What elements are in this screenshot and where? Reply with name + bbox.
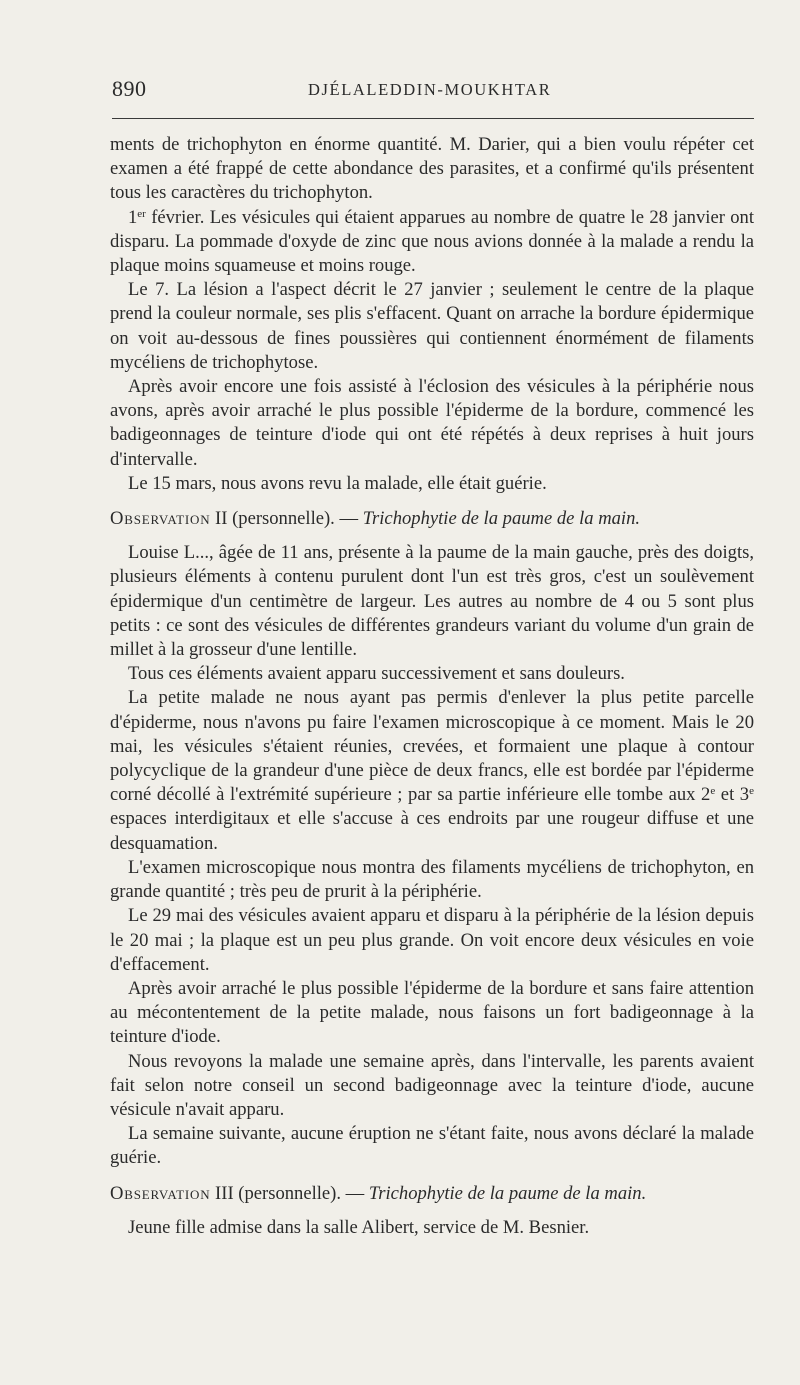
running-head: DJÉLALEDDIN-MOUKHTAR (308, 80, 552, 99)
paragraph: Tous ces éléments avaient apparu successivement et sans douleurs. (128, 663, 625, 685)
paragraph: Jeune fille admise dans la salle Alibert, service de M. Besnier. (128, 1216, 590, 1238)
observation-number: III (personnelle). — (210, 1182, 369, 1204)
superscript: e (749, 785, 754, 798)
paragraph-text: La petite malade ne nous ayant pas permis d'enlever la plus petite parcelle d'épiderme, nous n'avons pu faire l'examen microscopique à ce moment. Mais le 20 mai, les vésicules s'étaient réunies, crevées, et formaient une plaque à contour polycyclique de la grandeur d'une pièce de deux francs, elle est bordée par l'épiderme corné décollé à l'extrémité supérieure ; par sa partie inférieure elle tombe aux 2 (110, 687, 754, 806)
paragraph: Après avoir arraché le plus possible l'épiderme de la bordure et sans faire attention au mécontentement de la petite malade, nous faisons un fort badigeonnage à la teinture d'iode. (110, 977, 754, 1048)
paragraph: L'examen microscopique nous montra des filaments mycéliens de trichophyton, en grande quantité ; très peu de prurit à la périphérie. (110, 856, 754, 903)
paragraph: Nous revoyons la malade une semaine après, dans l'intervalle, les parents avaient fait selon notre conseil un second badigeonnage avec la teinture d'iode, aucune vésicule n'avait apparu. (110, 1050, 754, 1120)
paragraph: Le 15 mars, nous avons revu la malade, elle était guérie. (128, 472, 547, 494)
paragraph: Le 29 mai des vésicules avaient apparu et disparu à la périphérie de la lésion depuis le 20 mai ; la plaque est un peu plus grande. On voit encore deux vésicules en voie d'effacement. (110, 905, 754, 975)
paragraph-text: et 3 (715, 784, 750, 806)
paragraph (110, 206, 754, 279)
paragraph (110, 686, 754, 855)
observation-heading (110, 507, 754, 531)
observation-label: Observation (110, 1182, 211, 1204)
paragraph-date-day: 1 (128, 206, 138, 228)
page-header (112, 76, 752, 106)
paragraph: Le 7. La lésion a l'aspect décrit le 27 janvier ; seulement le centre de la plaque prend la couleur normale, ses plis s'effacent. Quant on arrache la bordure épidermique on voit au-dessous de fines poussières qui contiennent énormément de filaments mycéliens de trichophytose. (110, 279, 754, 373)
superscript: e (710, 785, 716, 798)
header-rule (112, 118, 754, 119)
page-number: 890 (112, 76, 147, 101)
observation-label: Observation (110, 508, 211, 530)
observation-title: Trichophytie de la paume de la main. (368, 1182, 647, 1204)
paragraph: Louise L..., âgée de 11 ans, présente à la paume de la main gauche, près des doigts, plusieurs éléments à contenu purulent dont l'un est très gros, c'est un soulèvement épidermique d'un centimètre de largeur. Les autres au nombre de 4 ou 5 sont plus petits : ce sont des vésicules de différentes grandeurs variant du volume d'un grain de millet à la grosseur d'une lentille. (110, 542, 754, 661)
paragraph-text: février. Les vésicules qui étaient apparues au nombre de quatre le 28 janvier ont disparu. La pommade d'oxyde de zinc que nous avions donnée à la malade a rendu la plaque moins squameuse et moins rouge. (110, 206, 754, 277)
paragraph: ments de trichophyton en énorme quantité. M. Darier, qui a bien voulu répéter cet examen a été frappé de cette abondance des parasites, et a confirmé qu'ils présentent tous les caractères du trichophyton. (110, 134, 754, 204)
paragraph-text: espaces interdigitaux et elle s'accuse à ces endroits par une rougeur diffuse et une desquamation. (110, 808, 754, 854)
observation-heading (110, 1182, 754, 1206)
observation-number: II (personnelle). — (210, 508, 363, 530)
observation-title: Trichophytie de la paume de la main. (362, 508, 641, 530)
superscript: er (137, 207, 146, 220)
paragraph: Après avoir encore une fois assisté à l'éclosion des vésicules à la périphérie nous avons, après avoir arraché le plus possible l'épiderme de la bordure, commencé les badigeonnages de teinture d'iode qui ont été répétés à deux reprises à huit jours d'intervalle. (110, 376, 754, 470)
body-text (110, 133, 754, 1240)
paragraph: La semaine suivante, aucune éruption ne s'étant faite, nous avons déclaré la malade guérie. (110, 1123, 754, 1169)
